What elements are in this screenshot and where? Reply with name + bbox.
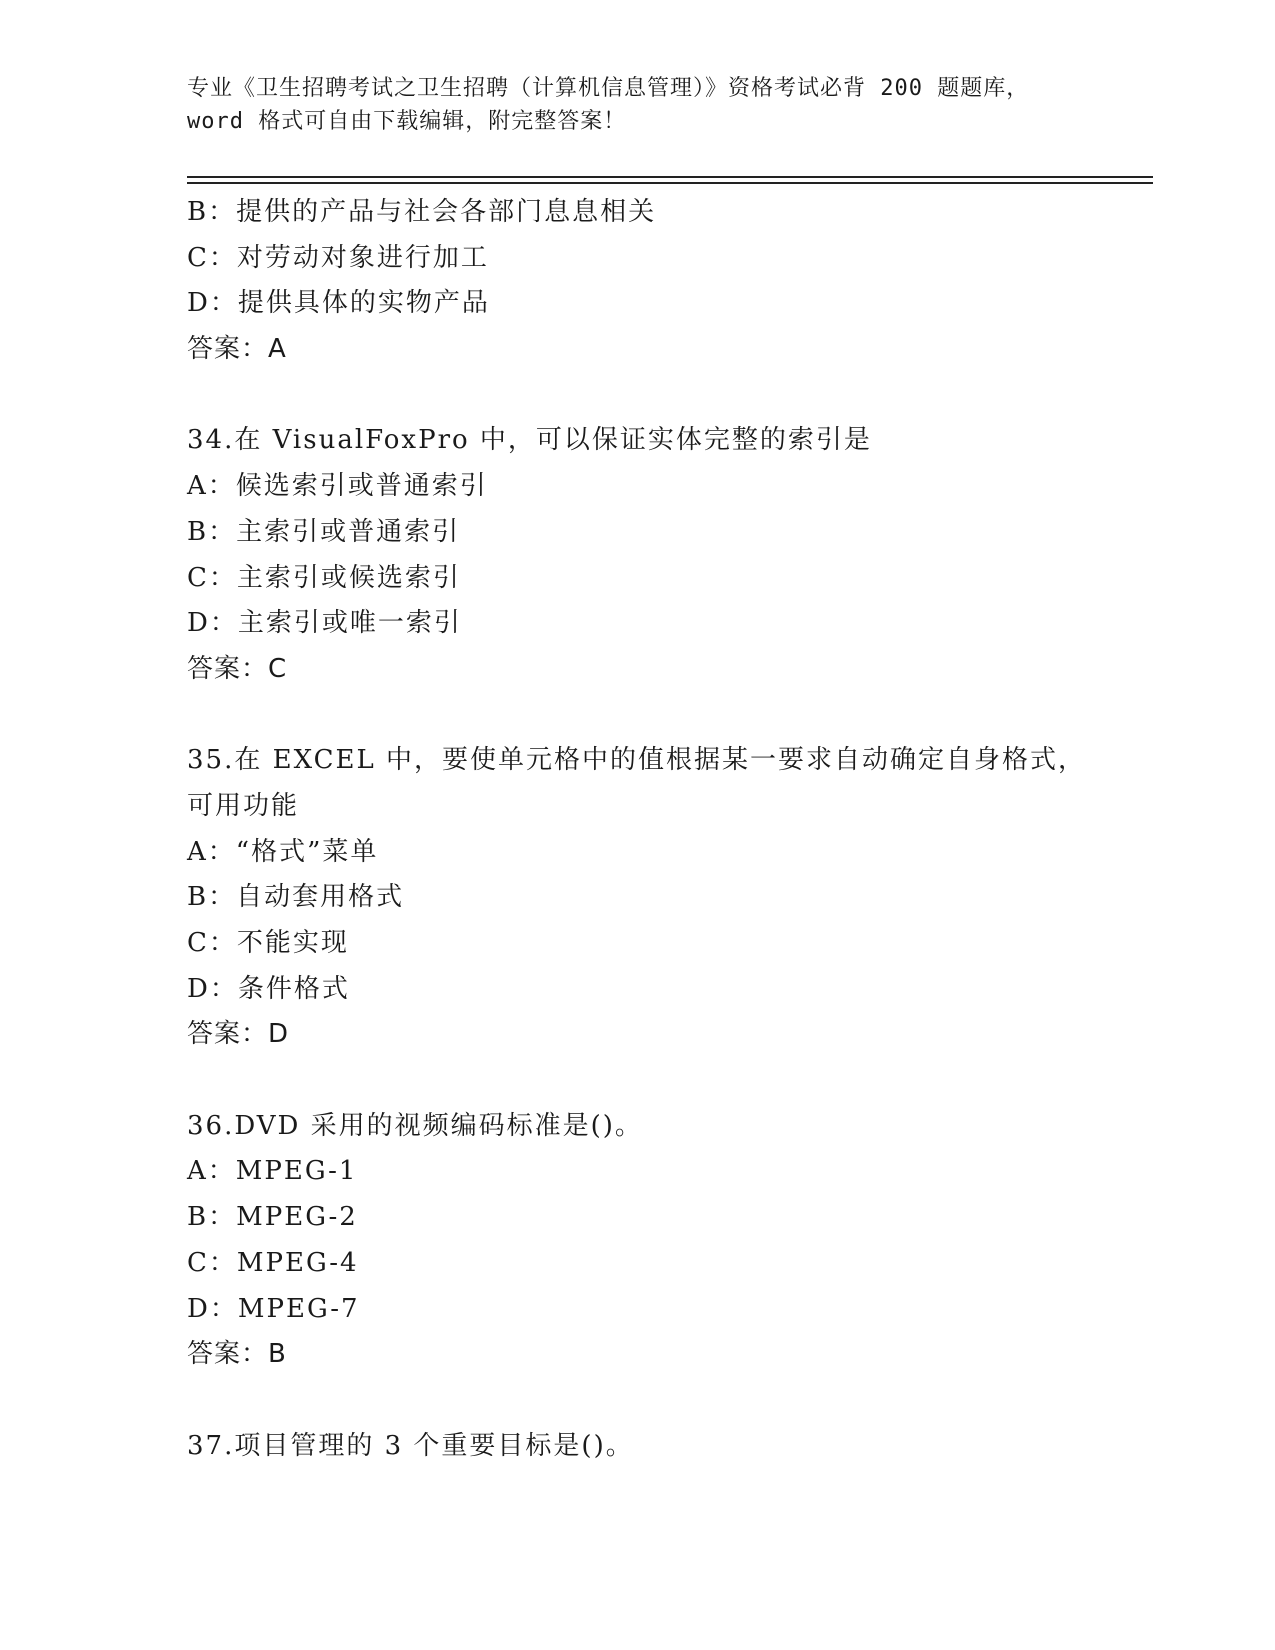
- header-divider-top: [187, 176, 1153, 178]
- option-b: B：MPEG-2: [187, 1202, 358, 1233]
- spacer: [187, 1058, 1147, 1104]
- question-list: [187, 190, 1147, 1469]
- option-b: B：自动套用格式: [187, 882, 405, 913]
- header-line-1: 专业《卫生招聘考试之卫生招聘（计算机信息管理）》资格考试必背 200 题题库，: [187, 76, 1030, 101]
- header-divider-bottom: [187, 182, 1153, 184]
- answer-line: 答案：A: [187, 334, 287, 365]
- question-text-line-1: 35.在 EXCEL 中，要使单元格中的值根据某一要求自动确定自身格式，: [187, 745, 1087, 776]
- answer-line: 答案：D: [187, 1019, 290, 1050]
- answer-line: 答案：B: [187, 1339, 287, 1370]
- answer-line: 答案：C: [187, 653, 288, 684]
- question-text: 36.DVD 采用的视频编码标准是()。: [187, 1110, 643, 1141]
- option-a: A：“格式”菜单: [187, 836, 379, 867]
- header-line-2: word 格式可自由下载编辑，附完整答案！: [187, 109, 627, 134]
- option-d: D：条件格式: [187, 973, 350, 1004]
- option-d: D：提供具体的实物产品: [187, 288, 490, 319]
- question-block-33: [187, 190, 1147, 373]
- option-a: A：候选索引或普通索引: [187, 471, 488, 502]
- option-c: C：主索引或候选索引: [187, 562, 461, 593]
- question-text: 37.项目管理的 3 个重要目标是()。: [187, 1430, 634, 1461]
- option-d: D：MPEG-7: [187, 1293, 360, 1324]
- question-block-34: [187, 418, 1147, 692]
- option-c: C：对劳动对象进行加工: [187, 242, 489, 273]
- question-block-35: [187, 738, 1147, 1058]
- spacer: [187, 373, 1147, 419]
- option-b: B：主索引或普通索引: [187, 516, 461, 547]
- option-c: C：不能实现: [187, 928, 349, 958]
- option-c: C：MPEG-4: [187, 1247, 359, 1278]
- document-header: [187, 72, 1087, 138]
- spacer: [187, 693, 1147, 739]
- question-text: 34.在 VisualFoxPro 中，可以保证实体完整的索引是: [187, 425, 872, 456]
- question-block-37: [187, 1424, 1147, 1470]
- option-a: A：MPEG-1: [187, 1156, 358, 1187]
- option-b: B：提供的产品与社会各部门息息相关: [187, 197, 657, 227]
- question-text-line-2: 可用功能: [187, 790, 300, 821]
- option-d: D：主索引或唯一索引: [187, 608, 462, 639]
- spacer: [187, 1378, 1147, 1424]
- question-block-36: [187, 1104, 1147, 1378]
